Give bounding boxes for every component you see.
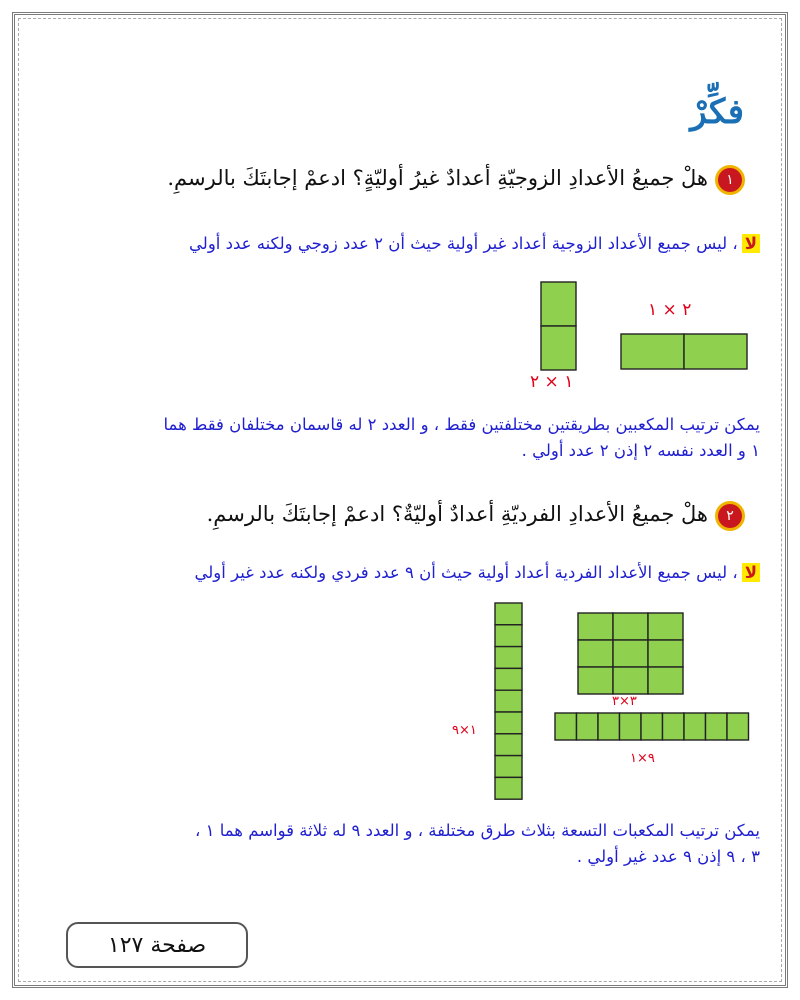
cube xyxy=(578,613,613,640)
cube xyxy=(663,713,685,740)
cube xyxy=(495,712,522,734)
page-number-box xyxy=(66,922,248,968)
question-2 xyxy=(207,502,742,528)
cube xyxy=(578,667,613,694)
explanation-2 xyxy=(40,818,760,870)
answer-2 xyxy=(40,563,760,582)
section-heading: فكِّرْ xyxy=(690,92,744,132)
answer-1 xyxy=(40,234,760,253)
cube xyxy=(598,713,620,740)
cube xyxy=(648,613,683,640)
diagram-label-vertical-9: ١×٩ xyxy=(452,723,477,738)
explanation-2-line1: يمكن ترتيب المكعبات التسعة بثلاث طرق مختلفة ، و العدد ٩ له ثلاثة قواسم هما ١ ، xyxy=(195,821,760,840)
answer-no-badge: لا xyxy=(742,563,760,582)
cube-diagram-3x3-square xyxy=(577,612,685,696)
explanation-1-line2: ١ و العدد نفسه ٢ إذن ٢ عدد أولي . xyxy=(521,441,760,460)
cube xyxy=(648,640,683,667)
cube xyxy=(613,613,648,640)
question-number-badge: ١ xyxy=(718,168,742,192)
cube xyxy=(495,603,522,625)
cube xyxy=(621,334,684,369)
cube xyxy=(541,326,576,370)
cube xyxy=(648,667,683,694)
diagram-label-square: ٣×٣ xyxy=(612,694,637,709)
cube xyxy=(578,640,613,667)
cube-diagram-1x9-vertical xyxy=(494,602,524,801)
diagram-label-horizontal: ٢ × ١ xyxy=(648,300,692,320)
cube xyxy=(555,713,577,740)
cube xyxy=(495,625,522,647)
cube xyxy=(495,668,522,690)
question-1-text: هلْ جميعُ الأعدادِ الزوجيّةِ أعدادٌ غيرُ أوليّةٍ؟ ادعمْ إجابتَكَ بالرسمِ. xyxy=(167,166,708,190)
explanation-2-line2: ٣ ، ٩ إذن ٩ عدد غير أولي . xyxy=(576,847,760,866)
cube xyxy=(706,713,728,740)
cube xyxy=(495,756,522,778)
explanation-1-line1: يمكن ترتيب المكعبين بطريقتين مختلفتين فقط ، و العدد ٢ له قاسمان مختلفان فقط هما xyxy=(163,415,760,434)
cube xyxy=(613,667,648,694)
cube xyxy=(577,713,599,740)
cube xyxy=(495,690,522,712)
cube xyxy=(727,713,749,740)
cube xyxy=(495,647,522,669)
cube xyxy=(684,334,747,369)
cube xyxy=(495,734,522,756)
cube-diagram-1x2-vertical xyxy=(540,281,578,373)
cube xyxy=(541,282,576,326)
explanation-1 xyxy=(40,412,760,464)
cube xyxy=(641,713,663,740)
question-1 xyxy=(167,166,742,192)
cube xyxy=(613,640,648,667)
cube-diagram-2x1-horizontal xyxy=(620,333,750,371)
cube xyxy=(495,777,522,799)
cube xyxy=(684,713,706,740)
diagram-label-vertical: ١ × ٢ xyxy=(530,372,574,392)
answer-2-text: ، ليس جميع الأعداد الفردية أعداد أولية حيث أن ٩ عدد فردي ولكنه عدد غير أولي xyxy=(194,563,738,582)
answer-no-badge: لا xyxy=(742,234,760,253)
cube xyxy=(620,713,642,740)
question-2-text: هلْ جميعُ الأعدادِ الفرديّةِ أعدادٌ أوليّةٌ؟ ادعمْ إجابتَكَ بالرسمِ. xyxy=(206,502,708,526)
page-number-label: صفحة ١٢٧ xyxy=(107,932,207,958)
diagram-label-horizontal-9: ٩×١ xyxy=(630,751,655,766)
question-number-badge: ٢ xyxy=(718,504,742,528)
answer-1-text: ، ليس جميع الأعداد الزوجية أعداد غير أولية حيث أن ٢ عدد زوجي ولكنه عدد أولي xyxy=(189,234,738,253)
cube-diagram-9x1-horizontal xyxy=(554,712,750,742)
